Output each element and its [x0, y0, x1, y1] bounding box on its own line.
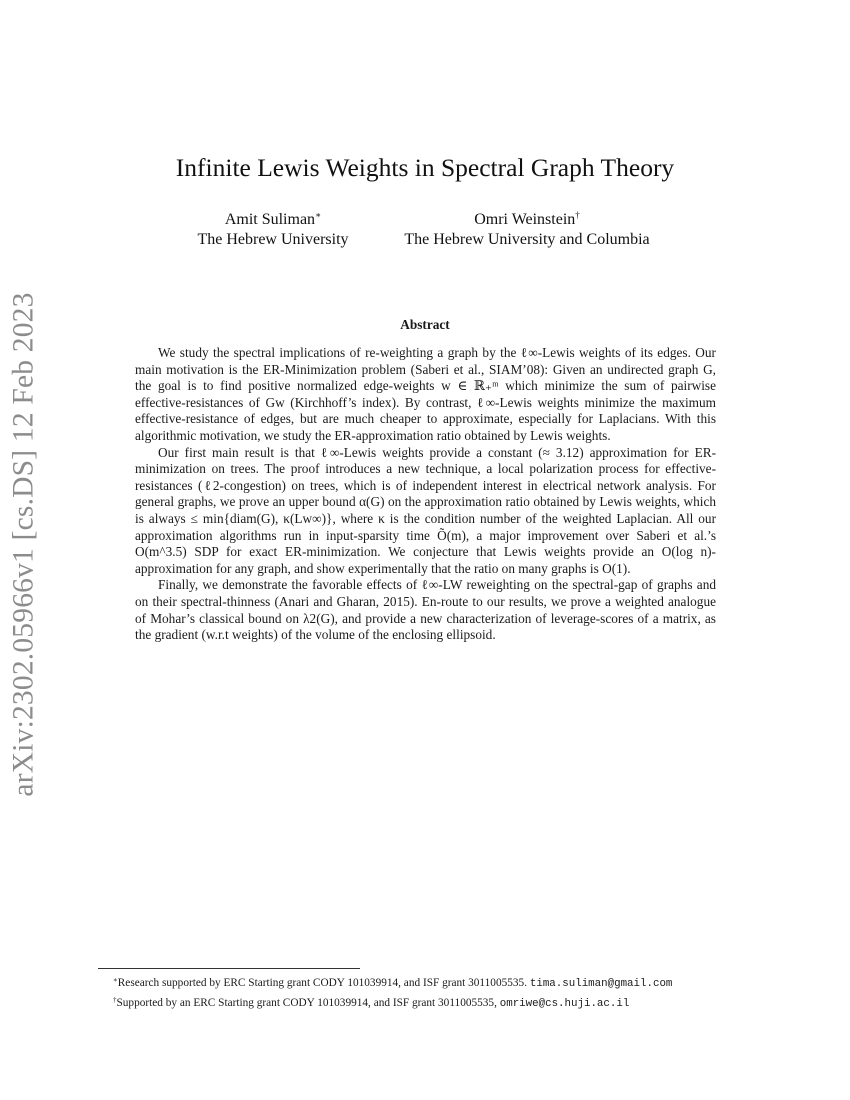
footnote-text: Supported by an ERC Starting grant CODY 101039914, and ISF grant 3011005535,	[116, 997, 500, 1009]
footnote-email[interactable]: tima.suliman@gmail.com	[529, 978, 673, 990]
abstract-paragraph-3: Finally, we demonstrate the favorable effects of ℓ∞-LW reweighting on the spectral-gap of graphs and on their spectral-thinness (Anari and Gharan, 2015). En-route to our results, we prove a weighted analogue of Mohar’s classical bound on λ2(G), and provide a new characterization of leverage-scores of a matrix, as the gradient (w.r.t weights) of the volume of the enclosing ellipsoid.	[135, 577, 716, 643]
abstract-paragraph-1: We study the spectral implications of re-weighting a graph by the ℓ∞-Lewis weights of its edges. Our main motivation is the ER-Minimization problem (Saberi et al., SIAM’08): Given an undirected graph G, the goal is to find positive normalized edge-weights w ∈ ℝ₊ᵐ which minimize the sum of pairwise effective-resistances of Gw (Kirchhoff’s index). By contrast, ℓ∞-Lewis weights minimize the maximum effective-resistance of edges, but are much cheaper to approximate, especially for Laplacians. With this algorithmic motivation, we study the ER-approximation ratio obtained by Lewis weights.	[135, 345, 716, 443]
arxiv-id-text: arXiv:2302.05966v1 [cs.DS] 12 Feb 2023	[7, 291, 40, 797]
author-affiliation: The Hebrew University and Columbia	[404, 231, 650, 248]
author-affiliation: The Hebrew University	[197, 231, 349, 248]
author-2	[393, 205, 661, 250]
footnote-email[interactable]: omriwe@cs.huji.ac.il	[499, 998, 630, 1010]
author-name: Omri Weinstein	[474, 211, 576, 228]
abstract-heading: Abstract	[400, 317, 450, 332]
footnote-2	[113, 992, 753, 1012]
author-name: Amit Suliman	[224, 211, 316, 228]
author-1	[188, 205, 358, 250]
footnotes	[113, 972, 753, 1012]
footnote-mark: †	[113, 996, 117, 1004]
arxiv-identifier-stamp	[2, 291, 46, 797]
footnote-mark: †	[575, 210, 580, 220]
footnote-divider	[98, 968, 360, 969]
footnote-mark: ∗	[315, 210, 322, 220]
footnote-text: Research supported by ERC Starting grant CODY 101039914, and ISF grant 3011005535.	[117, 977, 530, 989]
abstract-body	[135, 345, 716, 644]
footnote-1	[113, 972, 753, 992]
paper-title: Infinite Lewis Weights in Spectral Graph Theory	[175, 153, 675, 182]
abstract-paragraph-2: Our first main result is that ℓ∞-Lewis weights provide a constant (≈ 3.12) approximation for ER-minimization on trees. The proof introduces a new technique, a local polarization process for effective-resistances (ℓ2-congestion) on trees, which is of independent interest in electrical network analysis. For general graphs, we prove an upper bound α(G) on the approximation ratio obtained by Lewis weights, which is always ≤ min{diam(G), κ(Lw∞)}, where κ is the condition number of the weighted Laplacian. All our approximation algorithms run in input-sparsity time Õ(m), a major improvement over Saberi et al.’s O(m^3.5) SDP for exact ER-minimization. We conjecture that Lewis weights provide an O(log n)-approximation for any graph, and show experimentally that the ratio on many graphs is O(1).	[135, 444, 716, 576]
footnote-mark: ∗	[113, 976, 118, 984]
